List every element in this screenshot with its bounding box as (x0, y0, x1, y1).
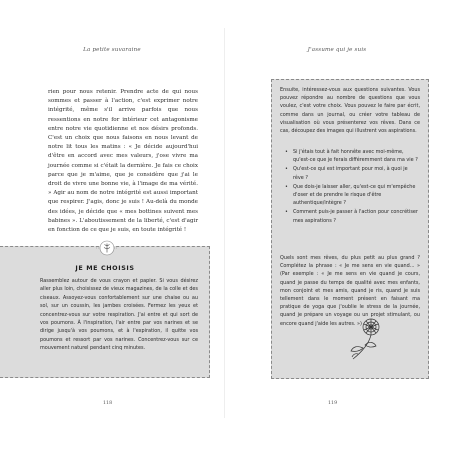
list-item (285, 148, 420, 164)
question-text: Qu'est-ce qui est important pour moi, à quoi je rêve ? (293, 166, 408, 181)
list-item (285, 183, 420, 208)
running-head-left: La petite suvaraine (83, 47, 141, 53)
panel-intro: Ensuite, intéressez-vous aux questions suivantes. Vous pouvez répondre au nombre de questions que vous voulez, c'est votre choix. Vous pouvez le faire par écrit, comme dans un journal, ou créer votre tableau de visualisation où vous présenterez vos rêves. Dans ce cas, découpez des images qui illustrent vos aspirations. (280, 87, 420, 135)
ornament-icon (96, 240, 118, 256)
page-number-right: 119 (328, 401, 338, 406)
question-text: Si j'étais tout à fait honnête avec moi-même, qu'est-ce que je ferais différemment dans ma vie ? (293, 149, 418, 164)
right-page (225, 0, 449, 449)
bullet-icon: • (285, 149, 288, 155)
question-text: Que dois-je laisser aller, qu'est-ce qui m'empêche d'oser et de prendre le risque d'être authentique/intègre ? (293, 183, 416, 207)
list-item (285, 165, 420, 181)
left-body-text: rien pour nous retenir. Prendre acte de qui nous sommes et passer à l'action, c'est exprimer notre intégrité, même s'il arrive parfois que nous ressentions en notre for intérieur cet antagonisme entre notre vie quotidienne et nos désirs profonds. C'est un choix que nous faisons en nous levant de notre lit tous les matins : « Je décide aujourd'hui d'être en accord avec mes valeurs, j'ose vivre ma journée comme si c'était la dernière. Je fais ce choix parce que je m'aime, que je considère que j'ai le droit de vivre une bonne vie, à l'image de ma vérité. » Agir au nom de notre intégrité est aussi important que respirer. J'agis, donc je suis ! Au-delà du monde des idées, je décide que « mes bottines suivent mes babines ». L'aboutissement de la liberté, c'est d'agir en fonction de ce que je suis, en toute intégrité ! (48, 89, 198, 234)
bullet-icon: • (285, 183, 288, 190)
question-text: Comment puis-je passer à l'action pour concrétiser mes aspirations ? (293, 209, 418, 224)
exercise-text: Rassemblez autour de vous crayon et papier. Si vous désirez aller plus loin, choisissez de vieux magazines, de la colle et des ciseaux. Assoyez-vous confortablement sur une chaise ou au sol, sur un coussin, les jambes croisées. Fermez les yeux et concentrez-vous sur votre respiration. J'ai entre et qui sort de vos poumons. À l'inspiration, l'air entre par vos narines et se dirige jusqu'à vos poumons, et à l'expiration, il quitte vos poumons et ressort par vos narines. Concentrez-vous sur ce mouvement naturel pendant cinq minutes. (40, 278, 198, 352)
panel-closing: Quels sont mes rêves, du plus petit au plus grand ? Complétez la phrase : « Je me sens en vie quand... » (Par exemple : « Je me sens en vie quand je cours, quand je passe du temps de qualité avec mes enfants, mon conjoint et mes amis, quand je ris, quand je suis tellement dans le moment présent en faisant ma pratique de yoga que j'oublie le stress de la journée, quand je prépare un voyage ou un projet stimulant, ou encore quand j'aide les autres. ») (280, 255, 420, 327)
list-item (285, 208, 420, 224)
exercise-title: JE ME CHOISIS (75, 264, 135, 272)
bullet-icon: • (285, 209, 288, 216)
left-page (0, 0, 224, 449)
bullet-icon: • (285, 166, 288, 173)
question-list (285, 148, 420, 226)
running-head-right: J'assume qui je suis (307, 47, 367, 53)
page-number-left: 118 (103, 401, 113, 406)
thistle-flower-icon (343, 313, 395, 365)
